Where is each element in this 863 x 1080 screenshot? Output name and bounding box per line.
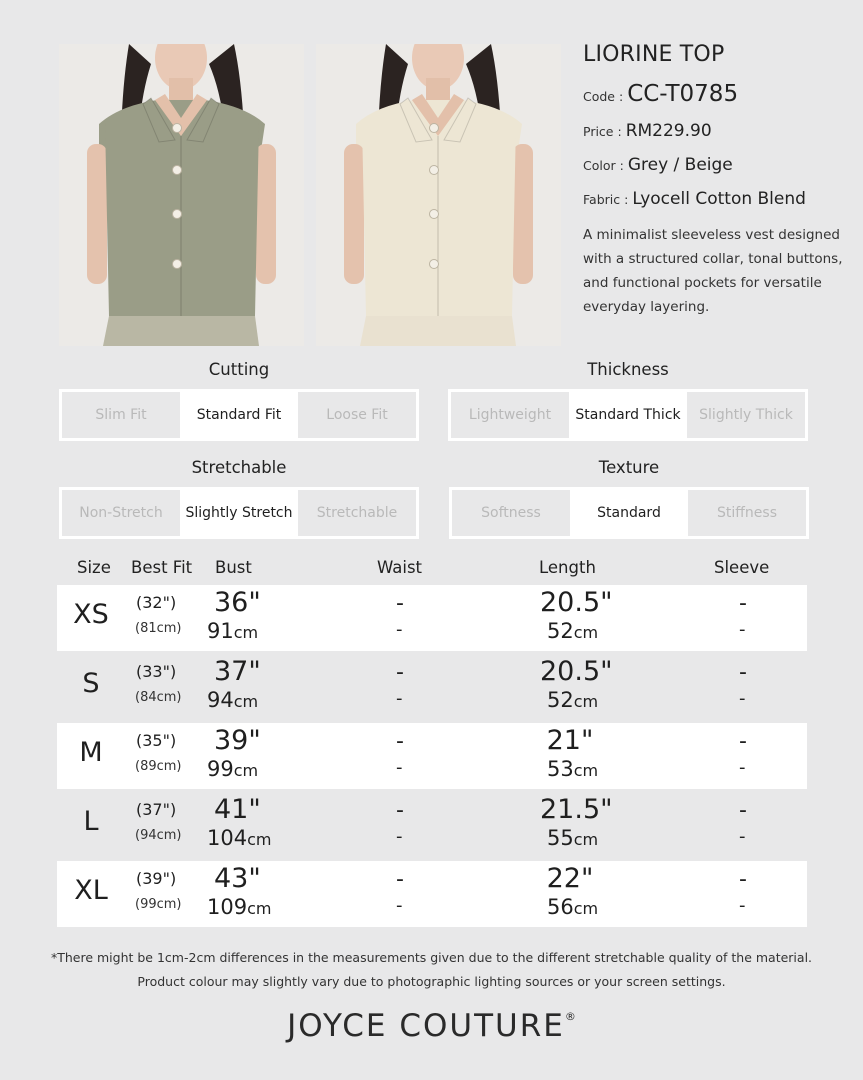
brand-logo: [0, 1008, 863, 1044]
product-info: [583, 42, 853, 319]
sleeve-inches: -: [739, 798, 747, 823]
size-label: M: [79, 737, 103, 768]
sleeve-cm: -: [739, 688, 746, 709]
best-fit-inches: (32"): [136, 593, 177, 612]
length-inches: 20.5": [540, 656, 613, 687]
model-illustration: [316, 44, 561, 346]
attribute-options: [59, 487, 419, 539]
waist-inches: -: [396, 591, 404, 616]
best-fit-cm: (84cm): [135, 690, 182, 705]
cm-unit: cm: [573, 623, 599, 642]
bust-cm: [207, 895, 271, 919]
cm-unit: cm: [233, 623, 259, 642]
attribute-option[interactable]: Lightweight: [468, 407, 552, 423]
product-price: RM229.90: [625, 121, 712, 141]
attribute-option[interactable]: Stiffness: [717, 505, 777, 521]
bust-cm-value: 109: [207, 895, 248, 919]
cm-unit: cm: [573, 761, 599, 780]
attribute-label: Cutting: [208, 360, 270, 379]
size-row-s: [57, 654, 807, 720]
size-label: S: [82, 668, 100, 699]
sleeve-inches: -: [739, 660, 747, 685]
bust-inches: 37": [214, 656, 261, 687]
length-cm-value: 55: [547, 826, 574, 850]
bust-cm-value: 99: [207, 757, 234, 781]
best-fit-inches: (35"): [136, 731, 177, 750]
attribute-label: Texture: [598, 458, 660, 477]
length-cm: [547, 826, 598, 850]
product-fabric-row: [583, 189, 853, 209]
size-row-xl: [57, 861, 807, 927]
best-fit-inches: (33"): [136, 662, 177, 681]
attribute-option[interactable]: Slightly Thick: [699, 407, 793, 423]
length-cm-value: 56: [547, 895, 574, 919]
product-photo-beige: [316, 44, 561, 346]
attribute-stretchable: [59, 458, 419, 539]
attribute-options: [59, 389, 419, 441]
size-chart-header: [0, 558, 863, 584]
best-fit-cm: (89cm): [135, 759, 182, 774]
attribute-option[interactable]: Non-Stretch: [79, 505, 163, 521]
waist-inches: -: [396, 798, 404, 823]
best-fit-inches: (37"): [136, 800, 177, 819]
fabric-label: Fabric :: [583, 192, 629, 207]
cm-unit: cm: [573, 830, 599, 849]
attribute-label: Stretchable: [191, 458, 287, 477]
attribute-option[interactable]: Standard: [570, 490, 688, 536]
attribute-option[interactable]: Standard Fit: [180, 392, 298, 438]
length-cm: [547, 619, 598, 643]
waist-inches: -: [396, 867, 404, 892]
waist-cm: -: [396, 826, 403, 847]
header-sleeve: Sleeve: [714, 558, 770, 577]
length-cm-value: 52: [547, 688, 574, 712]
product-price-row: [583, 121, 853, 141]
bust-cm-value: 104: [207, 826, 248, 850]
bust-cm-value: 91: [207, 619, 234, 643]
cm-unit: cm: [573, 899, 599, 918]
attribute-option[interactable]: Standard Thick: [569, 392, 687, 438]
size-row-l: [57, 792, 807, 858]
bust-cm: [207, 688, 258, 712]
length-inches: 21": [546, 725, 594, 756]
sleeve-inches: -: [739, 591, 747, 616]
waist-inches: -: [396, 660, 404, 685]
length-inches: 20.5": [540, 587, 613, 618]
length-cm: [547, 757, 598, 781]
attribute-texture: [449, 458, 809, 539]
best-fit-cm: (99cm): [135, 897, 182, 912]
header-size: Size: [77, 558, 111, 577]
sleeve-inches: -: [739, 729, 747, 754]
product-fabric: Lyocell Cotton Blend: [632, 189, 806, 209]
product-photo-grey: [59, 44, 304, 346]
best-fit-cm: (94cm): [135, 828, 182, 843]
length-inches: 21.5": [540, 794, 613, 825]
sleeve-cm: -: [739, 619, 746, 640]
attribute-cutting: [59, 360, 419, 441]
size-label: XL: [74, 875, 108, 906]
colour-note: Product colour may slightly vary due to photographic lighting sources or your screen settings.: [137, 974, 726, 989]
best-fit-inches: (39"): [136, 869, 177, 888]
waist-cm: -: [396, 895, 403, 916]
brand-name: JOYCE COUTURE: [287, 1008, 565, 1044]
size-row-m: [57, 723, 807, 789]
product-code: CC-T0785: [627, 81, 739, 107]
header-best-fit: Best Fit: [131, 558, 193, 577]
sleeve-cm: -: [739, 826, 746, 847]
model-illustration: [59, 44, 304, 346]
product-code-row: [583, 81, 853, 107]
code-label: Code :: [583, 89, 624, 104]
attribute-option[interactable]: Softness: [481, 505, 541, 521]
attribute-label: Thickness: [587, 360, 669, 379]
product-color-row: [583, 155, 853, 175]
attribute-option[interactable]: Slim Fit: [95, 407, 147, 423]
sleeve-inches: -: [739, 867, 747, 892]
attribute-option[interactable]: Loose Fit: [326, 407, 388, 423]
measurement-note: *There might be 1cm-2cm differences in the measurements given due to the different stretchable quality of the material.: [50, 950, 813, 965]
length-cm: [547, 895, 598, 919]
bust-inches: 43": [214, 863, 261, 894]
attribute-thickness: [448, 360, 808, 441]
length-cm-value: 53: [547, 757, 574, 781]
cm-unit: cm: [233, 692, 259, 711]
cm-unit: cm: [233, 761, 259, 780]
product-title: LIORINE TOP: [583, 42, 725, 67]
cm-unit: cm: [247, 899, 272, 918]
header-length: Length: [539, 558, 596, 577]
cm-unit: cm: [247, 830, 272, 849]
bust-inches: 36": [214, 587, 261, 618]
sleeve-cm: -: [739, 895, 746, 916]
length-cm: [547, 688, 598, 712]
length-cm-value: 52: [547, 619, 574, 643]
length-inches: 22": [546, 863, 594, 894]
bust-cm: [207, 619, 258, 643]
waist-cm: -: [396, 757, 403, 778]
attribute-option[interactable]: Slightly Stretch: [180, 490, 298, 536]
best-fit-cm: (81cm): [135, 621, 182, 636]
size-row-xs: [57, 585, 807, 651]
bust-inches: 39": [214, 725, 261, 756]
waist-inches: -: [396, 729, 404, 754]
product-color: Grey / Beige: [627, 155, 733, 175]
bust-cm: [207, 757, 258, 781]
header-waist: Waist: [377, 558, 423, 577]
product-description: A minimalist sleeveless vest designed with a structured collar, tonal buttons, and functional pockets for versatile everyday layering.: [583, 227, 843, 315]
waist-cm: -: [396, 688, 403, 709]
registered-mark: ®: [564, 1010, 576, 1023]
size-label: L: [83, 806, 99, 837]
cm-unit: cm: [573, 692, 599, 711]
bust-cm: [207, 826, 271, 850]
bust-inches: 41": [214, 794, 261, 825]
attribute-options: [448, 389, 808, 441]
color-label: Color :: [583, 158, 624, 173]
size-label: XS: [73, 599, 109, 630]
header-bust: Bust: [215, 558, 252, 577]
attribute-option[interactable]: Stretchable: [316, 505, 398, 521]
sleeve-cm: -: [739, 757, 746, 778]
attribute-options: [449, 487, 809, 539]
waist-cm: -: [396, 619, 403, 640]
bust-cm-value: 94: [207, 688, 234, 712]
price-label: Price :: [583, 124, 622, 139]
